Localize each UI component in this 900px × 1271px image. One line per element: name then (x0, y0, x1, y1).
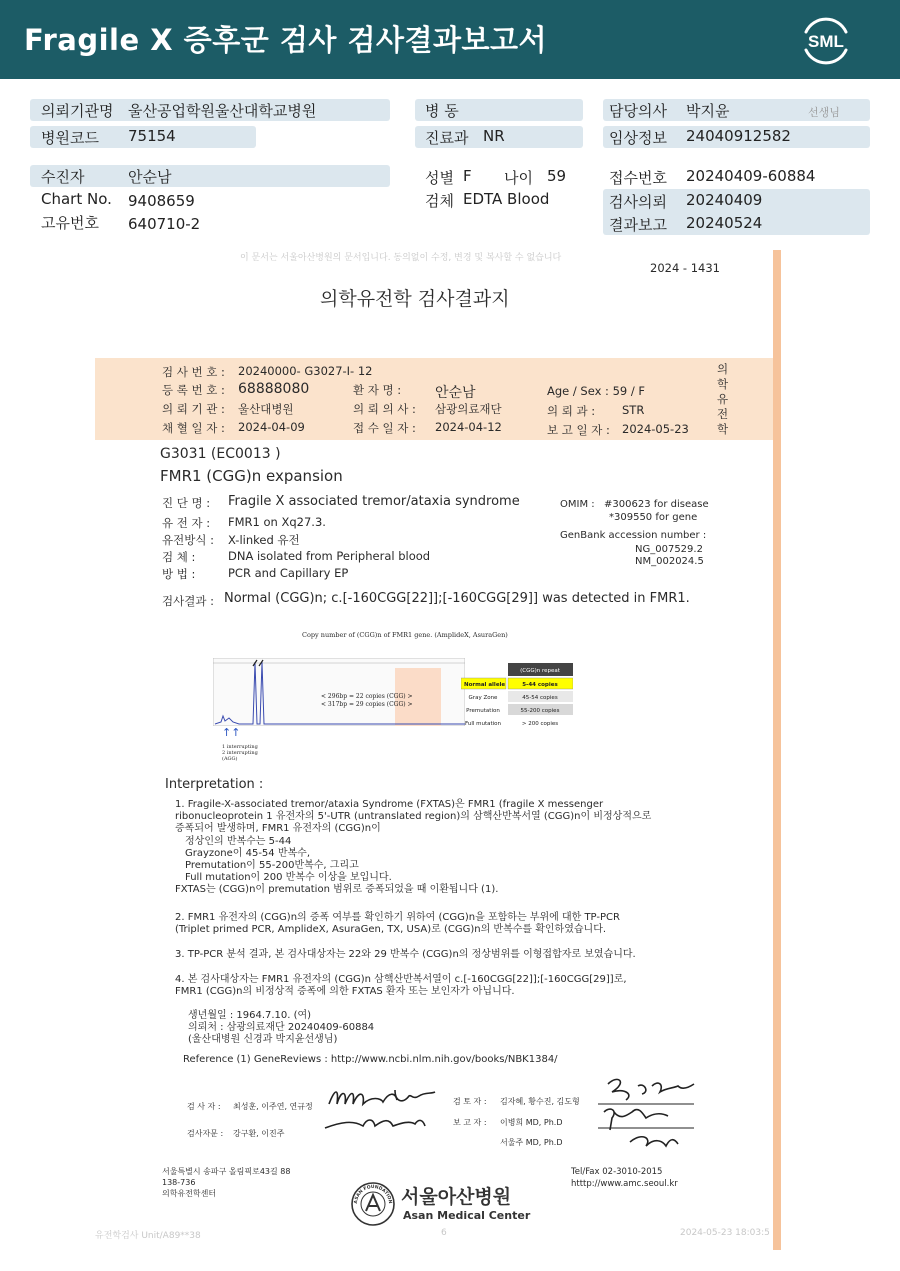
collect-value: 2024-04-09 (238, 420, 305, 434)
method-label: 방 법 : (162, 567, 196, 581)
reg-no-value: 68888080 (238, 381, 310, 397)
receipt-value: 20240409-60884 (686, 167, 816, 185)
doctor-label: 담당의사 (609, 102, 667, 120)
arrow-note-1: 1 interrupting (222, 744, 258, 750)
cgg-legend-table (461, 663, 573, 729)
test-no-value: 20240000- G3027-I- 12 (238, 364, 373, 378)
result-value: Normal (CGG)n; c.[-160CGG[22]];[-160CGG[29]] was detected in FMR1. (224, 591, 690, 606)
peak-1-label: < 296bp = 22 copies (CGG) > (321, 693, 413, 700)
watermark: 이 문서는 서울아산병원의 문서입니다. 동의없이 수정, 변경 및 복사할 수 없습니다 (240, 253, 562, 263)
scanned-report (95, 250, 785, 1250)
dept-label: 진료과 (425, 129, 469, 147)
sex-value: F (463, 167, 472, 185)
patient-name-label: 환 자 명 : (353, 383, 402, 397)
dx-label: 진 단 명 : (162, 496, 211, 510)
specimen-value: EDTA Blood (463, 190, 550, 208)
request-label: 검사의뢰 (609, 193, 667, 211)
doctor-suffix: 선생님 (808, 106, 840, 119)
collect-label: 채 혈 일 자 : (162, 421, 225, 435)
interp-line: 1. Fragile-X-associated tremor/ataxia Syndrome (FXTAS)은 FMR1 (fragile X messenger (175, 799, 604, 810)
mode-label: 유전방식 : (162, 533, 214, 547)
result-label: 검사결과 : (162, 594, 214, 608)
reporter-value: 이병희 MD, Ph.D (500, 1118, 563, 1127)
right-stripe (773, 250, 781, 1250)
institution-value: 울산공업학원울산대학교병원 (128, 102, 317, 120)
doctor-value: 박지윤 (686, 102, 730, 120)
interp-title: Interpretation : (165, 777, 264, 792)
telfax: Tel/Fax 02-3010-2015 (571, 1167, 663, 1177)
reporter-label: 보 고 자 : (453, 1118, 487, 1127)
report-date-label-2: 보 고 일 자 : (547, 423, 610, 437)
reviewer-value: 김자혜, 황수진, 김도형 (500, 1097, 580, 1106)
interp-line: FXTAS는 (CGG)n이 premutation 범위로 증폭되었을 때 이환됩니다 (1). (175, 884, 499, 896)
interp-line: 3. TP-PCR 분석 결과, 본 검사대상자는 22와 29 반복수 (CGG)n의 정상범위를 이형접합자로 보였습니다. (175, 949, 636, 960)
test-name: FMR1 (CGG)n expansion (160, 467, 343, 485)
req-doc-value: 삼광의료재단 (435, 402, 502, 416)
interp-line: Premutation이 55-200반복수, 그리고 (185, 860, 359, 872)
specimen-label-2: 검 체 : (162, 550, 196, 564)
uid-value: 640710-2 (128, 215, 201, 233)
patient-name-value: 안순남 (435, 385, 476, 401)
hospital-name-ko: 서울아산병원 (401, 1186, 512, 1208)
omim-2: *309550 for gene (609, 512, 698, 523)
interp-block-2 (175, 912, 735, 936)
dx-value: Fragile X associated tremor/ataxia syndrome (228, 494, 520, 509)
interp-line: 정상인의 반복수는 5-44 (185, 835, 292, 847)
ward-label: 병 동 (425, 102, 459, 120)
interp-block-4 (175, 974, 735, 998)
address-2: 138-736 (162, 1178, 196, 1187)
chart-label: Chart No. (41, 190, 112, 208)
extra-line: 생년월일 : 1964.7.10. (여) (188, 1010, 312, 1021)
dept-value: NR (483, 127, 505, 145)
receive-value: 2024-04-12 (435, 420, 502, 434)
examiner-signature (323, 1082, 438, 1140)
arrow-note-3: (AGG) (222, 756, 238, 762)
legend-row-value: 55-200 copies (520, 708, 560, 714)
clinical-value: 24040912582 (686, 127, 791, 145)
report-title: Fragile X 증후군 검사 검사결과보고서 (24, 23, 548, 57)
seal-text: ASAN FOUNDATION (353, 1184, 393, 1204)
advisor-value: 강구환, 이진주 (233, 1129, 285, 1138)
extra-info (188, 1010, 748, 1047)
footer-page: 6 (441, 1228, 447, 1238)
legend-row-label: Premutation (466, 708, 500, 714)
specimen-label: 검체 (425, 192, 454, 210)
legend-header: (CGG)n repeat (520, 668, 560, 674)
method-value: PCR and Capillary EP (228, 566, 349, 580)
age-value: 59 (547, 167, 567, 185)
legend-row-label: Full mutation (464, 721, 502, 727)
interp-line: 증폭되어 발생하며, FMR1 유전자의 (CGG)n이 (175, 823, 381, 835)
interp-line: 2. FMR1 유전자의 (CGG)n의 증폭 여부를 확인하기 위하여 (CGG)n을 포함하는 부위에 대한 TP-PCR (175, 912, 620, 923)
legend-row-label: Normal allele (464, 682, 506, 688)
advisor-label: 검사자문 : (187, 1129, 224, 1138)
doc-title: 의학유전학 검사결과지 (320, 288, 510, 310)
request-value: 20240409 (686, 191, 763, 209)
examiner-label: 검 사 자 : (187, 1102, 221, 1111)
interp-line: Grayzone이 45-54 반복수, (185, 847, 310, 859)
mode-value: X-linked 유전 (228, 533, 300, 547)
age-sex: Age / Sex : 59 / F (547, 384, 646, 398)
legend-row-value: 45-54 copies (522, 695, 558, 701)
arrow-note-2: 2 interrupting (222, 750, 258, 756)
interp-line: Full mutation이 200 반복수 이상을 보입니다. (185, 872, 392, 884)
uid-label: 고유번호 (41, 214, 99, 232)
electropherogram (213, 658, 465, 726)
patient-label: 수진자 (41, 168, 85, 186)
reference: Reference (1) GeneReviews : http://www.ncbi.nlm.nih.gov/books/NBK1384/ (183, 1054, 558, 1065)
sml-logo-text: SML (808, 32, 844, 51)
legend-row-value: 5-44 copies (522, 682, 558, 688)
req-inst-value: 울산대병원 (238, 402, 294, 416)
institution-label: 의뢰기관명 (41, 102, 114, 120)
peak-2-label: < 317bp = 29 copies (CGG) > (321, 701, 413, 708)
interp-line: 4. 본 검사대상자는 FMR1 유전자의 (CGG)n 삼핵산반복서열이 c.[-160CGG[22]];[-160CGG[29]]로, (175, 974, 627, 985)
legend-row-label: Gray Zone (468, 695, 498, 701)
examiner-value: 최성훈, 이주연, 연규정 (233, 1102, 313, 1111)
hospital-name-en: Asan Medical Center (403, 1209, 531, 1222)
sex-label: 성별 (425, 169, 454, 187)
hospital-code-value: 75154 (128, 127, 176, 145)
sml-logo (798, 12, 854, 68)
age-label: 나이 (504, 169, 533, 187)
interp-block-3 (175, 949, 735, 961)
gene-label: 유 전 자 : (162, 516, 211, 530)
reporter-2: 서울주 MD, Ph.D (500, 1138, 563, 1147)
genbank-2: NM_002024.5 (635, 556, 704, 567)
clinical-label: 임상정보 (609, 129, 667, 147)
dept-label: 의 뢰 과 : (547, 404, 596, 418)
omim-1: #300623 for disease (604, 499, 709, 510)
report-date-value-2: 2024-05-23 (622, 422, 689, 436)
extra-line: (울산대병원 신경과 박지윤선생님) (188, 1034, 338, 1046)
interp-block-1 (175, 799, 735, 897)
report-date-value: 20240524 (686, 214, 763, 232)
req-doc-label: 의 뢰 의 사 : (353, 402, 416, 416)
footer-right: 2024-05-23 18:03:5 (680, 1228, 770, 1238)
reviewer-label: 검 토 자 : (453, 1097, 487, 1106)
address-3: 의학유전학센터 (162, 1189, 217, 1198)
interp-line: (Triplet primed PCR, AmplideX, AsuraGen, TX, USA)로 (CGG)n의 반복수를 확인하였습니다. (175, 924, 607, 936)
genbank-1: NG_007529.2 (635, 544, 703, 555)
interp-line: FMR1 (CGG)n의 비정상적 증폭에 의한 FXTAS 환자 또는 보인자가 아닙니다. (175, 986, 515, 998)
website: htttp://www.amc.seoul.kr (571, 1179, 678, 1189)
side-label: 의학유전학 (717, 362, 729, 436)
chart-value: 9408659 (128, 192, 195, 210)
genbank-label: GenBank accession number : (560, 530, 707, 541)
reviewer-signature (590, 1072, 700, 1152)
test-no-label: 검 사 번 호 : (162, 365, 225, 379)
receipt-label: 접수번호 (609, 169, 667, 187)
receive-label: 접 수 일 자 : (353, 421, 416, 435)
test-code: G3031 (EC0013 ) (160, 446, 281, 462)
report-header (0, 0, 900, 79)
arrow-up-icon: ↑↑ (222, 726, 241, 739)
legend-row-value: > 200 copies (521, 721, 559, 727)
req-inst-label: 의 뢰 기 관 : (162, 402, 225, 416)
extra-line: 의뢰처 : 삼광의료재단 20240409-60884 (188, 1022, 375, 1034)
dept-value: STR (622, 403, 645, 417)
omim-label: OMIM : (560, 499, 595, 510)
report-date-label: 결과보고 (609, 216, 667, 234)
figure-caption: Copy number of (CGG)n of FMR1 gene. (AmplideX, AsuraGen) (302, 631, 508, 639)
hospital-code-label: 병원코드 (41, 129, 99, 147)
asan-seal-icon (350, 1181, 396, 1227)
gene-value: FMR1 on Xq27.3. (228, 515, 326, 529)
interp-line: ribonucleoprotein 1 유전자의 5'-UTR (untranslated region)의 삼핵산반복서열 (CGG)n이 비정상적으로 (175, 811, 652, 823)
doc-number: 2024 - 1431 (650, 261, 720, 275)
footer-left: 유전학검사 Unit/A89**38 (95, 1231, 201, 1241)
address-1: 서울특별시 송파구 올림픽로43길 88 (162, 1167, 291, 1176)
specimen-value-2: DNA isolated from Peripheral blood (228, 549, 431, 563)
patient-value: 안순남 (128, 168, 172, 186)
reg-no-label: 등 록 번 호 : (162, 383, 225, 397)
